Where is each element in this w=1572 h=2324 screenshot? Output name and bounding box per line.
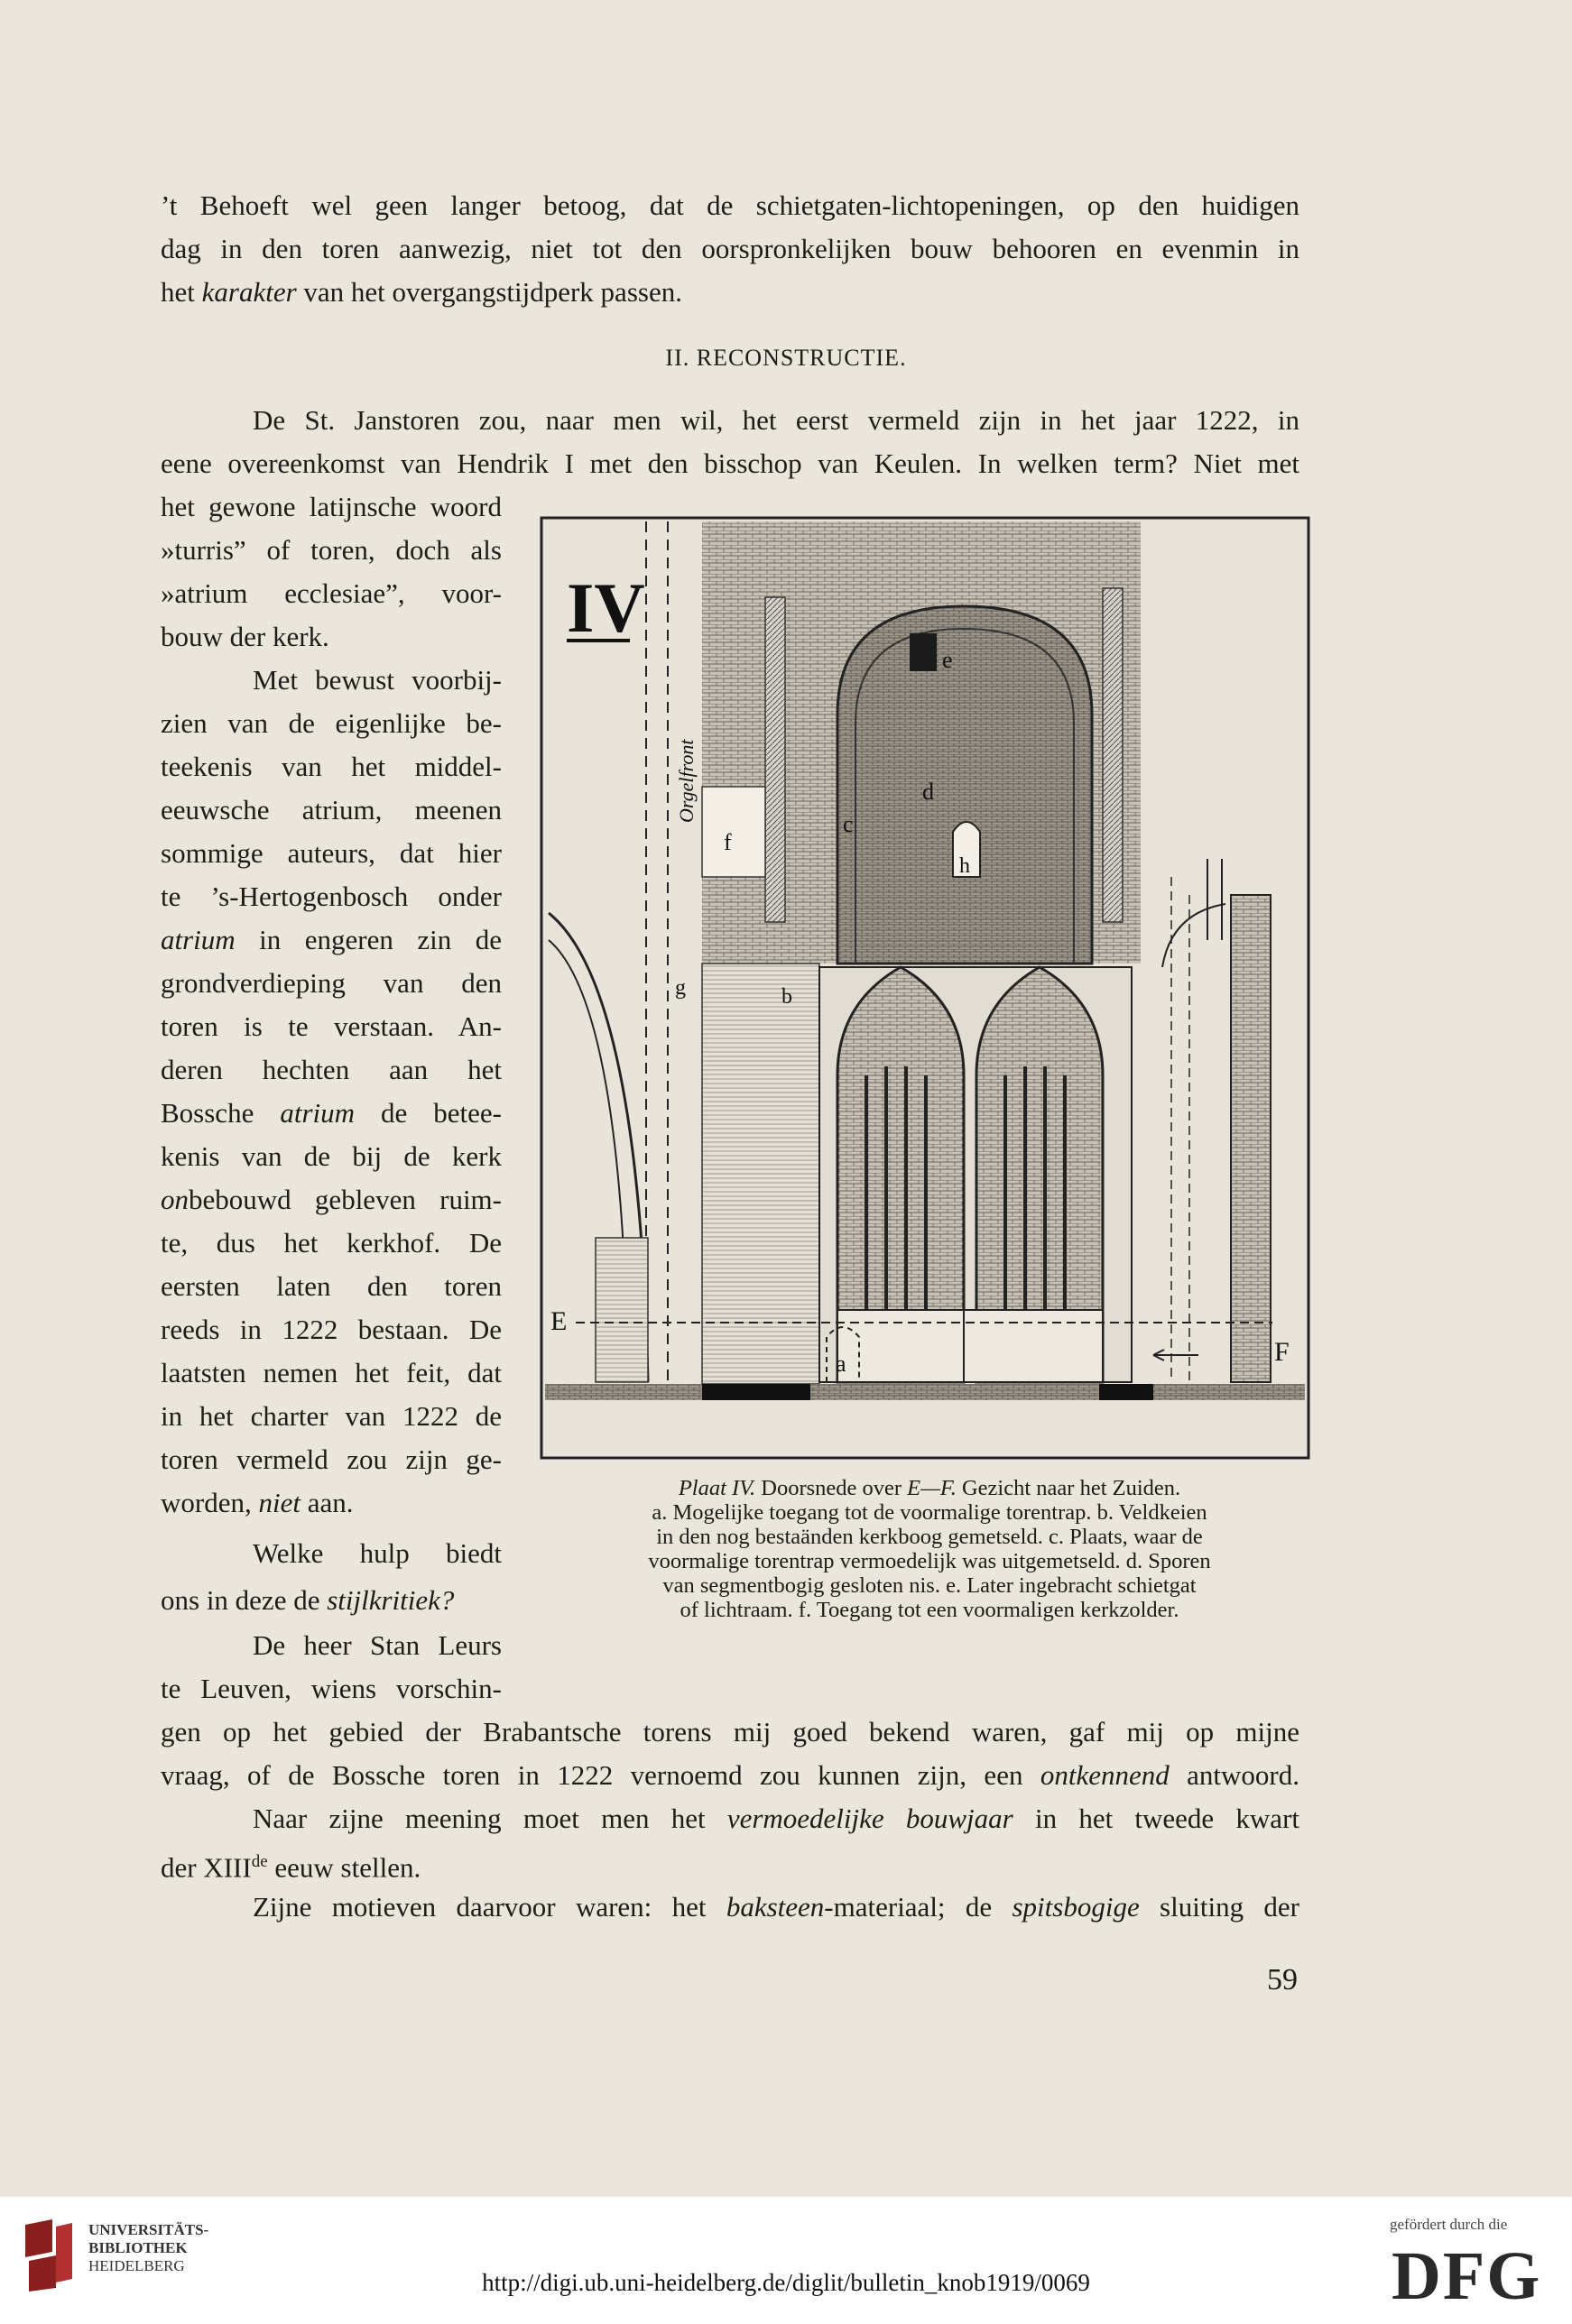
body-line: gen op het gebied der Brabantsche torens mij goed bekend waren, gaf mij op mijne bbox=[161, 1716, 1299, 1748]
body-line: Welke hulp biedt bbox=[253, 1537, 502, 1569]
window-e bbox=[910, 633, 937, 671]
source-url[interactable]: http://digi.ub.uni-heidelberg.de/diglit/bulletin_knob1919/0069 bbox=[482, 2269, 1090, 2296]
body-line: eene overeenkomst van Hendrik I met den bisschop van Keulen. In welken term? Niet met bbox=[161, 447, 1299, 479]
body-line: het karakter van het overgangstijdperk passen. bbox=[161, 276, 682, 308]
body-line: in het charter van 1222 de bbox=[161, 1400, 502, 1432]
body-line: »atrium ecclesiae”, voor- bbox=[161, 577, 502, 609]
section-heading: II. RECONSTRUCTIE. bbox=[665, 345, 907, 371]
landing-f bbox=[702, 787, 765, 877]
library-name: UNIVERSITÄTS- BIBLIOTHEK HEIDELBERG bbox=[88, 2221, 209, 2274]
dfg-logo: DFG bbox=[1392, 2238, 1542, 2314]
letter-label: d bbox=[922, 779, 934, 805]
body-line: te, dus het kerkhof. De bbox=[161, 1227, 502, 1259]
body-line: sommige auteurs, dat hier bbox=[161, 837, 502, 869]
ground bbox=[545, 1384, 1305, 1400]
body-line: ons in deze de stijlkritiek? bbox=[161, 1584, 455, 1616]
body-line: te Leuven, wiens vorschin- bbox=[161, 1673, 502, 1704]
body-line: Bossche atrium de betee- bbox=[161, 1097, 502, 1129]
label-e: E bbox=[550, 1306, 568, 1336]
funding-note: gefördert durch die bbox=[1390, 2216, 1508, 2233]
body-line: toren vermeld zou zijn ge- bbox=[161, 1443, 502, 1475]
body-line: ’t Behoeft wel geen langer betoog, dat de schietgaten-lichtopeningen, op den huidigen bbox=[161, 189, 1299, 221]
body-line: reeds in 1222 bestaan. De bbox=[161, 1314, 502, 1345]
body-line: onbebouwd gebleven ruim- bbox=[161, 1184, 502, 1215]
pilaster-left bbox=[765, 597, 785, 922]
body-line: atrium in engeren zin de bbox=[161, 924, 502, 955]
body-line: De heer Stan Leurs bbox=[253, 1629, 502, 1661]
letter-label: e bbox=[942, 647, 953, 673]
letter-label: a bbox=[836, 1351, 846, 1377]
body-line: Zijne motieven daarvoor waren: het baksteen-materiaal; de spitsbogige sluiting der bbox=[253, 1891, 1299, 1923]
body-line: worden, niet aan. bbox=[161, 1487, 354, 1518]
pilaster-right bbox=[1103, 588, 1123, 922]
body-line: der XIIIde eeuw stellen. bbox=[161, 1851, 421, 1884]
body-line: bouw der kerk. bbox=[161, 621, 329, 652]
body-line: Met bewust voorbij- bbox=[253, 664, 502, 696]
body-line: het gewone latijnsche woord bbox=[161, 491, 502, 522]
body-line: toren is te verstaan. An- bbox=[161, 1010, 502, 1042]
body-line: De St. Janstoren zou, naar men wil, het eerst vermeld zijn in het jaar 1222, in bbox=[253, 404, 1299, 436]
letter-label: h bbox=[959, 854, 970, 878]
body-line: te ’s-Hertogenbosch onder bbox=[161, 881, 502, 912]
label-orgelfront: Orgelfront bbox=[675, 739, 698, 823]
lower-wall-left bbox=[702, 964, 819, 1384]
body-line: grondverdieping van den bbox=[161, 967, 502, 999]
letter-label: b bbox=[781, 985, 792, 1009]
body-line: laatsten nemen het feit, dat bbox=[161, 1357, 502, 1388]
body-line: vraag, of de Bossche toren in 1222 vernoemd zou kunnen zijn, een ontkennend antwoord. bbox=[161, 1759, 1299, 1791]
letter-label: f bbox=[724, 829, 732, 855]
page-number: 59 bbox=[1267, 1963, 1298, 1997]
body-line: deren hechten aan het bbox=[161, 1054, 502, 1085]
body-line: eersten laten den toren bbox=[161, 1270, 502, 1302]
figure-caption: Plaat IV. Doorsnede over E—F. Gezicht naar het Zuiden. a. Mogelijke toegang tot de voormalige torentrap. b. Veldkeien in den nog bestaänden kerkboog gemetseld. c. Plaats, waar de voormalige torentrap vermoedelijk was uitgemetseld. d. Sporen van segmentbogig gesloten nis. e. Later ingebracht schietgat of lichtraam. f. Toegang tot een voormaligen kerkzolder. bbox=[648, 1476, 1211, 1622]
right-buttress bbox=[1231, 895, 1271, 1382]
letter-label: c bbox=[843, 811, 854, 837]
body-line: »turris” of toren, doch als bbox=[161, 534, 502, 566]
plate-iv-drawing bbox=[540, 516, 1310, 1460]
body-line: Naar zijne meening moet men het vermoedelijke bouwjaar in het tweede kwart bbox=[253, 1803, 1299, 1834]
body-line: kenis van de bij de kerk bbox=[161, 1140, 502, 1172]
body-line: teekenis van het middel- bbox=[161, 751, 502, 782]
footer-bar bbox=[0, 2197, 1572, 2324]
plate-number: IV bbox=[567, 568, 645, 647]
body-line: zien van de eigenlijke be- bbox=[161, 707, 502, 739]
body-line: dag in den toren aanwezig, niet tot den oorspronkelijken bouw behooren en evenmin in bbox=[161, 233, 1299, 264]
letter-label: g bbox=[675, 976, 686, 1000]
label-f: F bbox=[1274, 1337, 1290, 1367]
body-line: eeuwsche atrium, meenen bbox=[161, 794, 502, 825]
